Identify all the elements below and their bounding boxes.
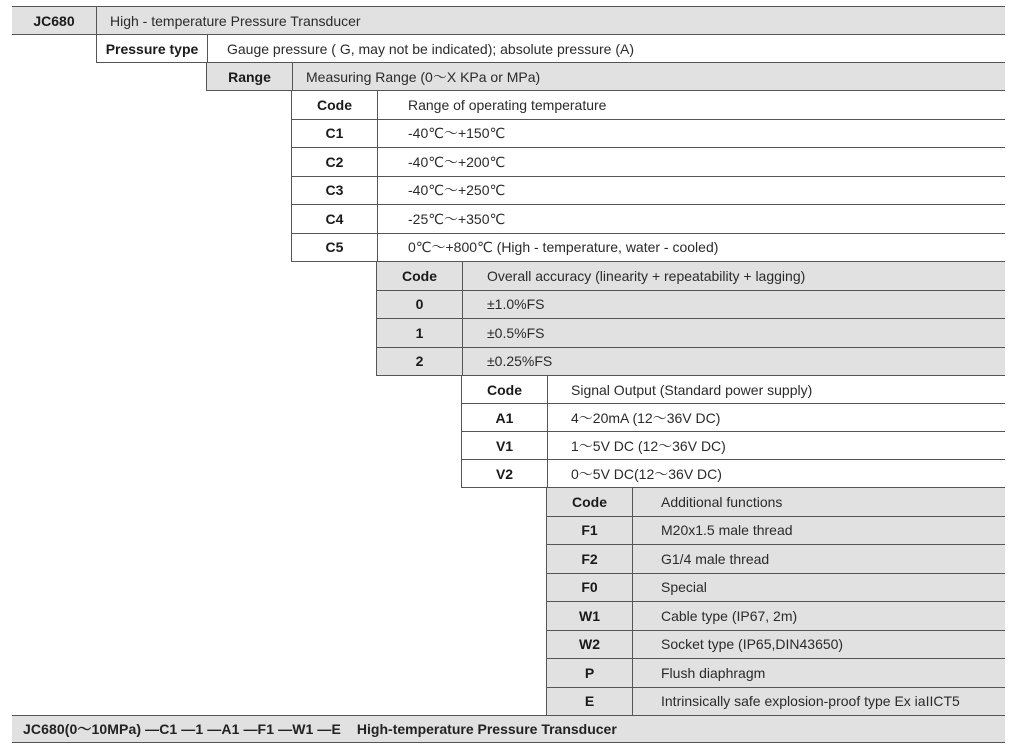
accuracy-row	[376, 319, 1005, 348]
functions-description-header: Additional functions	[632, 488, 1005, 516]
accuracy-description-header: Overall accuracy (linearity + repeatability + lagging)	[462, 262, 1005, 290]
temperature-value: -40℃～+150℃	[377, 120, 1005, 148]
temperature-value: -25℃～+350℃	[377, 205, 1005, 233]
function-code: F2	[581, 550, 598, 567]
temperature-code: C5	[325, 239, 344, 256]
accuracy-code-header: Code	[402, 267, 437, 284]
accuracy-value: ±0.25%FS	[462, 348, 1005, 376]
temperature-row	[291, 205, 1005, 234]
temperature-row	[291, 234, 1005, 263]
range-label: Range	[228, 68, 271, 85]
function-value: Special	[632, 574, 1005, 602]
function-code: W2	[579, 636, 600, 653]
temperature-row	[291, 120, 1005, 149]
accuracy-row	[376, 291, 1005, 320]
function-value: Socket type (IP65,DIN43650)	[632, 631, 1005, 659]
accuracy-row	[376, 348, 1005, 377]
temperature-row	[291, 177, 1005, 206]
signal-row	[461, 460, 1005, 488]
signal-description-header: Signal Output (Standard power supply)	[547, 376, 1005, 403]
accuracy-code: 2	[415, 353, 424, 370]
temperature-description-header: Range of operating temperature	[377, 91, 1005, 119]
signal-header-row	[461, 376, 1005, 404]
example-order-code: JC680(0～10MPa) —C1 —1 —A1 —F1 —W1 —E	[23, 721, 341, 737]
title-row	[12, 6, 1005, 35]
temperature-code: C2	[325, 153, 344, 170]
temperature-value: 0℃～+800℃ (High - temperature, water - cooled)	[377, 234, 1005, 262]
signal-value: 1～5V DC (12～36V DC)	[547, 432, 1005, 459]
signal-code-header: Code	[487, 381, 522, 398]
range-row	[206, 63, 1005, 91]
temperature-code-header: Code	[317, 96, 352, 113]
range-description: Measuring Range (0～X KPa or MPa)	[292, 63, 1005, 90]
function-code: W1	[579, 607, 600, 624]
signal-value: 0～5V DC(12～36V DC)	[547, 460, 1005, 487]
function-code: F1	[581, 522, 598, 539]
signal-code: V2	[495, 465, 514, 482]
pressure-type-row	[96, 35, 1005, 63]
function-value: M20x1.5 male thread	[632, 517, 1005, 545]
signal-row	[461, 432, 1005, 460]
function-code: P	[584, 664, 595, 681]
temperature-header-row	[291, 91, 1005, 120]
accuracy-code: 0	[415, 296, 424, 313]
pressure-type-label: Pressure type	[105, 40, 199, 57]
signal-value: 4～20mA (12～36V DC)	[547, 404, 1005, 431]
function-row	[546, 574, 1005, 603]
signal-code: A1	[495, 409, 514, 426]
function-row	[546, 659, 1005, 688]
temperature-code: C4	[325, 210, 344, 227]
function-row	[546, 631, 1005, 660]
accuracy-value: ±0.5%FS	[462, 319, 1005, 347]
function-code: E	[584, 693, 595, 710]
accuracy-header-row	[376, 262, 1005, 291]
function-value: Flush diaphragm	[632, 659, 1005, 687]
temperature-value: -40℃～+200℃	[377, 148, 1005, 176]
function-row	[546, 545, 1005, 574]
function-value: G1/4 male thread	[632, 545, 1005, 573]
model-description: High - temperature Pressure Transducer	[96, 7, 1005, 34]
function-row	[546, 517, 1005, 546]
pressure-type-description: Gauge pressure ( G, may not be indicated); absolute pressure (A)	[207, 35, 1005, 62]
temperature-code: C1	[325, 125, 344, 142]
function-value: Intrinsically safe explosion-proof type Ex iaIICT5	[632, 688, 1005, 716]
function-code: F0	[581, 579, 598, 596]
model-code: JC680	[33, 12, 75, 29]
function-row	[546, 602, 1005, 631]
temperature-row	[291, 148, 1005, 177]
functions-code-header: Code	[572, 493, 607, 510]
example-order-line	[12, 716, 1005, 742]
signal-code: V1	[495, 437, 514, 454]
temperature-code: C3	[325, 182, 344, 199]
signal-row	[461, 404, 1005, 432]
example-order-description: High-temperature Pressure Transducer	[356, 721, 617, 737]
functions-header-row	[546, 488, 1005, 517]
temperature-value: -40℃～+250℃	[377, 177, 1005, 205]
accuracy-value: ±1.0%FS	[462, 291, 1005, 319]
function-row	[546, 688, 1005, 716]
accuracy-code: 1	[415, 324, 424, 341]
function-value: Cable type (IP67, 2m)	[632, 602, 1005, 630]
example-order-row	[12, 715, 1005, 743]
